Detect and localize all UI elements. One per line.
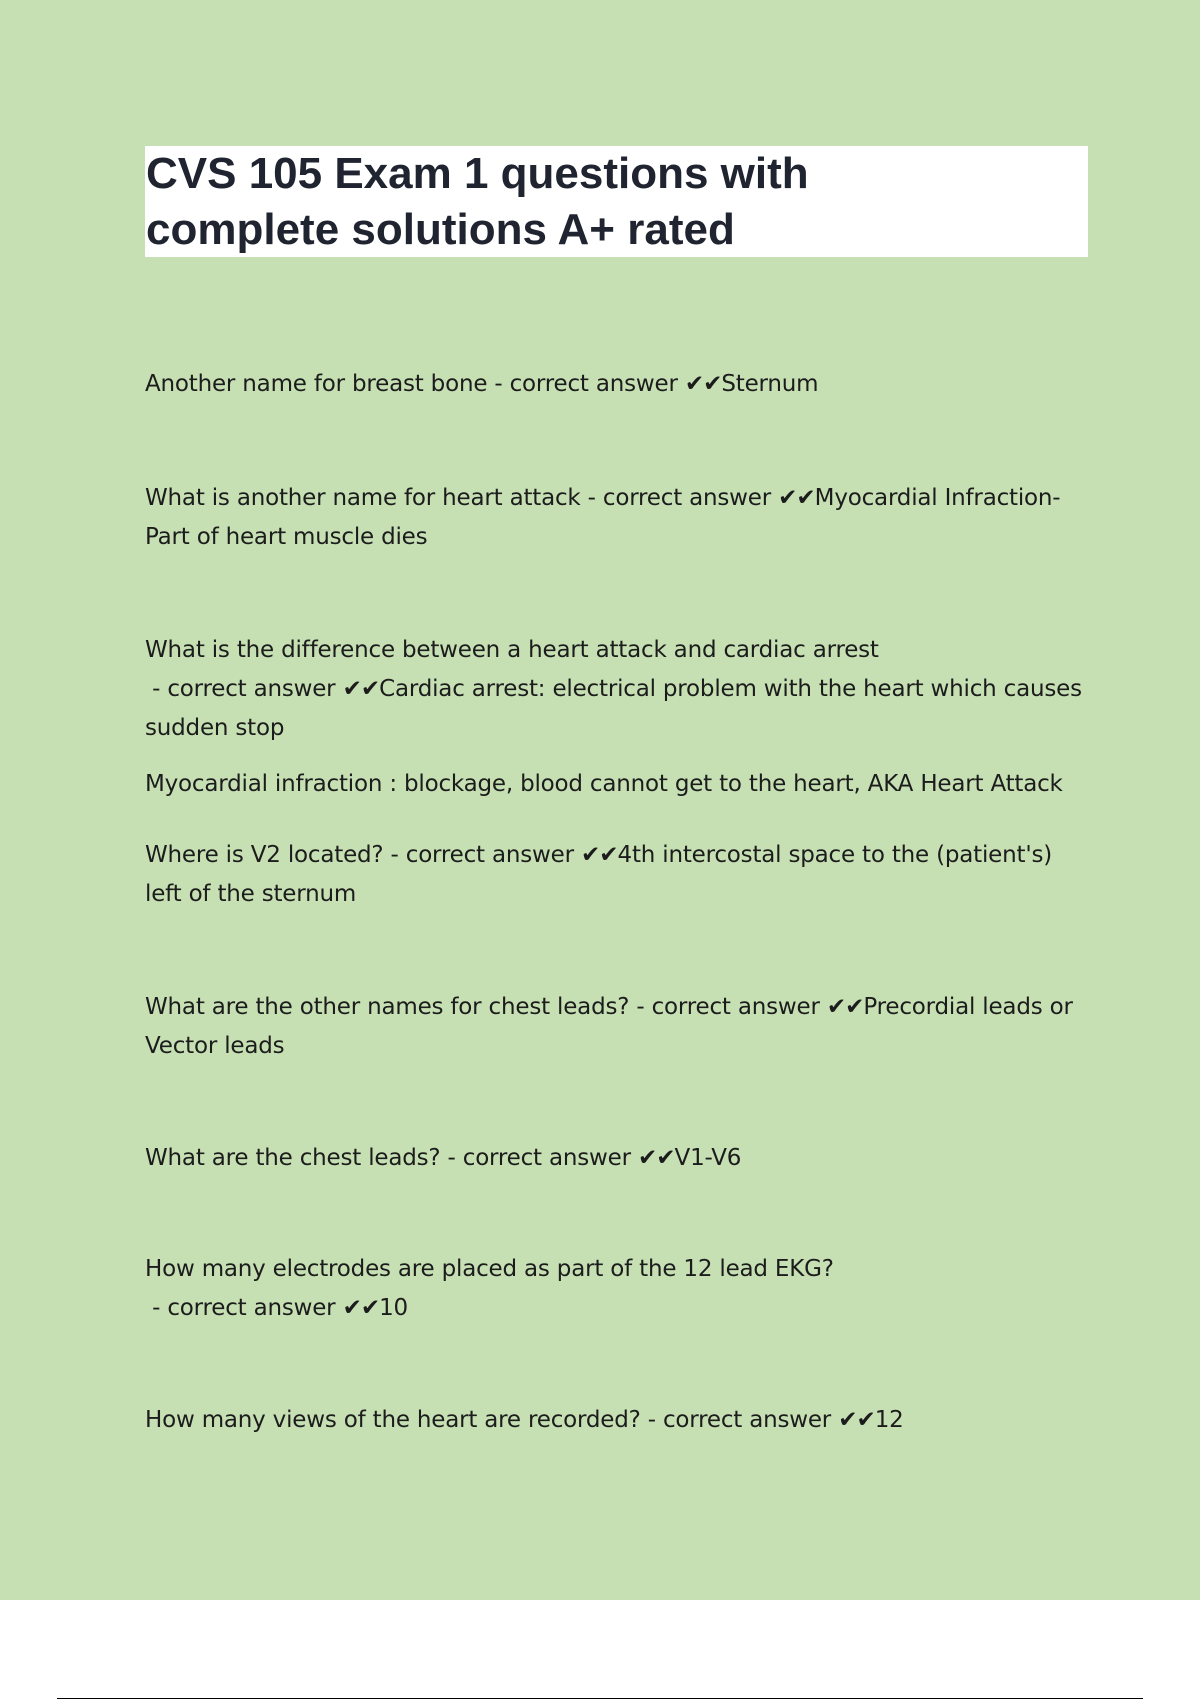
qa-item	[145, 479, 1095, 557]
answer-text: 10	[379, 1295, 408, 1321]
answer-separator: - correct answer	[580, 485, 779, 511]
check-icon: ✔✔	[826, 994, 864, 1020]
answer-separator: - correct answer	[640, 1407, 839, 1433]
qa-text	[145, 1250, 1095, 1328]
check-icon: ✔✔	[778, 485, 815, 511]
question-text: What are the other names for chest leads?	[145, 994, 630, 1020]
check-icon: ✔✔	[838, 1407, 875, 1433]
answer-text: V1-V6	[674, 1145, 742, 1171]
question-text: What is the difference between a heart attack and cardiac arrest	[145, 637, 879, 663]
qa-text	[145, 1401, 1095, 1440]
qa-text	[145, 479, 1095, 557]
answer-text: Precordial leads or Vector leads	[145, 994, 1073, 1059]
answer-separator: - correct answer	[145, 676, 343, 702]
question-text: Where is V2 located?	[145, 842, 384, 868]
qa-text	[145, 631, 1095, 748]
qa-item	[145, 1250, 1095, 1328]
qa-text	[145, 1139, 1095, 1178]
answer-text: Sternum	[721, 371, 819, 397]
footer-rule	[57, 1698, 1143, 1699]
answer-text: 12	[874, 1407, 904, 1433]
qa-item	[145, 365, 1095, 404]
question-text: Another name for breast bone	[145, 371, 488, 397]
question-text: What are the chest leads?	[145, 1145, 441, 1171]
question-text: What is another name for heart attack	[145, 485, 581, 511]
answer-text: 4th intercostal space to the (patient's) left of the sternum	[145, 842, 1053, 907]
check-icon: ✔✔	[637, 1145, 675, 1171]
answer-text: Cardiac arrest: electrical problem with the heart which causes sudden stop	[145, 676, 1082, 741]
check-icon: ✔✔	[580, 842, 618, 868]
qa-item	[145, 836, 1095, 914]
qa-item	[145, 1401, 1095, 1440]
qa-item	[145, 631, 1095, 804]
title-line-1: CVS 105 Exam 1 questions with	[146, 149, 809, 198]
qa-text	[145, 836, 1095, 914]
qa-text	[145, 365, 1095, 404]
title-line-2: complete solutions A+ rated	[146, 205, 735, 254]
answer-separator: - correct answer	[145, 1295, 343, 1321]
document-title	[145, 146, 1088, 258]
question-text: How many views of the heart are recorded?	[145, 1407, 641, 1433]
check-icon: ✔✔	[342, 1295, 380, 1321]
qa-text	[145, 988, 1095, 1066]
answer-separator: - correct answer	[440, 1145, 638, 1171]
answer-separator: - correct answer	[383, 842, 581, 868]
check-icon: ✔✔	[342, 676, 380, 702]
answer-separator: - correct answer	[629, 994, 827, 1020]
answer-separator: - correct answer	[487, 371, 685, 397]
check-icon: ✔✔	[684, 371, 722, 397]
qa-item	[145, 988, 1095, 1066]
answer-text: Myocardial Infraction- Part of heart muscle dies	[145, 485, 1061, 550]
title-box	[145, 146, 1088, 257]
question-text: How many electrodes are placed as part of the 12 lead EKG?	[145, 1256, 834, 1282]
qa-item	[145, 1139, 1095, 1178]
answer-extra: Myocardial infraction : blockage, blood cannot get to the heart, AKA Heart Attack	[145, 771, 1063, 797]
